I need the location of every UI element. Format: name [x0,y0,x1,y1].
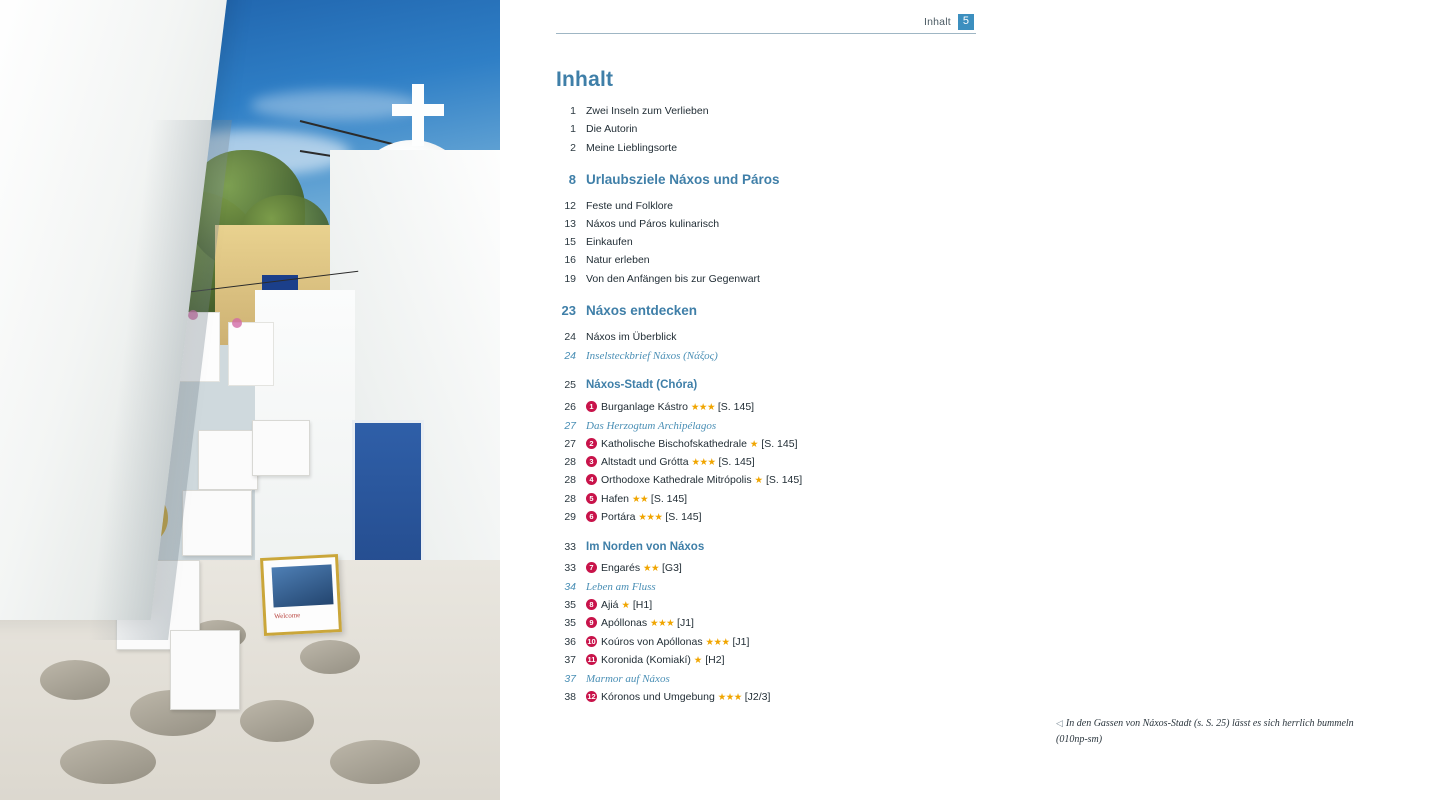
toc-entry-text [586,561,682,577]
toc-entry-text [586,437,797,453]
caption-arrow-icon: ◁ [1056,718,1063,728]
toc-entry-text: Von den Anfängen bis zur Gegenwart [586,272,760,285]
sign-picture [272,564,334,607]
toc-entry-text [586,473,802,489]
toc-section-heading[interactable] [556,170,976,190]
toc-entry[interactable] [556,690,976,706]
toc-page-number: 33 [564,561,576,574]
toc-feature-entry[interactable] [556,671,976,688]
paving-stone [330,740,420,784]
toc-page-number: 26 [564,400,576,413]
toc-page-number: 25 [564,379,576,392]
toc-entry[interactable] [556,653,976,669]
toc-poi-label: Ajiá [601,599,622,611]
toc-reference: [S. 145] [763,474,803,487]
toc-entry-text: Das Herzogtum Archipélagos [586,419,717,432]
toc-entry-text: Marmor auf Náxos [586,673,670,685]
toc-entry-text [586,653,725,669]
page-title: Inhalt [556,68,614,91]
sign-text: Welcome [273,611,301,621]
toc-entry[interactable] [556,122,976,138]
toc-entry[interactable] [556,492,976,508]
toc-reference: [G3] [659,561,682,574]
map-marker-icon: 1 [586,401,597,412]
toc-feature-entry[interactable] [556,579,976,596]
toc-entry-text [586,492,687,508]
toc-poi-label: Altstadt und Grótta [601,456,692,468]
toc-page-number: 33 [564,540,576,553]
toc-poi-label: Portára [601,510,639,523]
toc-entry[interactable] [556,104,976,120]
rating-stars-icon: ★★★ [691,457,716,468]
toc-page-number: 23 [561,303,576,319]
toc-entry-text: Náxos entdecken [586,303,698,319]
toc-entry-text: Urlaubsziele Náxos und Páros [586,172,780,188]
toc-page-number: 12 [564,199,576,212]
toc-entry[interactable] [556,561,976,577]
map-marker-icon: 11 [587,654,596,664]
toc-entry[interactable] [556,253,976,269]
toc-entry[interactable] [556,272,976,288]
toc-page-number: 15 [564,236,576,248]
map-marker-icon: 10 [587,636,596,646]
rating-stars-icon: ★ [749,438,759,450]
rating-stars-icon: ★ [754,475,764,487]
map-marker-icon: 6 [586,511,597,522]
toc-entry[interactable] [556,473,976,489]
toc-poi-label: Burganlage Kástro [601,400,691,413]
toc-poi-label: Koúros von Apóllonas [601,635,706,648]
toc-entry-text: Leben am Fluss [586,581,656,593]
toc-page-number: 36 [564,635,576,648]
caption-code: (010np-sm) [1056,733,1103,745]
toc-reference: [S. 145] [758,437,798,450]
cafe-chair [170,630,240,710]
paving-stone [240,700,314,742]
toc-entry-text: Im Norden von Náxos [586,540,705,553]
cafe-table [182,490,252,556]
paving-stone [40,660,110,700]
cafe-chair [252,420,310,476]
toc-page-number: 13 [564,217,576,230]
toc-reference: [H1] [629,599,653,611]
toc-entry[interactable] [556,598,976,614]
toc-entry[interactable] [556,217,976,233]
rating-stars-icon: ★ [693,654,703,666]
header-rule [556,33,976,34]
toc-reference: [S. 145] [662,510,702,523]
toc-page-number: 2 [570,141,576,154]
cross-icon [392,104,444,116]
toc-page-number: 19 [564,272,576,285]
toc-entry-text: Die Autorin [586,123,638,136]
toc-poi-label: Katholische Bischofskathedrale [601,437,750,450]
map-marker-icon: 7 [586,562,597,573]
table-of-contents [556,104,976,708]
toc-subsection-heading[interactable] [556,377,976,394]
toc-subsection-heading[interactable] [556,539,976,556]
caption-text: In den Gassen von Náxos-Stadt (s. S. 25) lässt es sich herrlich bummeln [1065,718,1354,729]
map-marker-icon: 2 [586,438,597,449]
toc-entry[interactable] [556,235,976,251]
toc-entry-text [586,455,755,471]
rating-stars-icon: ★★★ [690,401,715,413]
toc-entry-text [586,510,702,526]
toc-poi-label: Hafen [601,492,632,505]
toc-poi-label: Koronida (Komiakí) [601,653,694,666]
toc-page-number: 35 [564,599,576,611]
photo-left-page [0,0,500,800]
toc-poi-label: Kóronos und Umgebung [601,691,718,703]
toc-entry[interactable] [556,437,976,453]
hanging-cloth [228,322,274,386]
rating-stars-icon: ★ [621,600,630,611]
toc-entry[interactable] [556,635,976,651]
toc-feature-entry[interactable] [556,348,976,365]
toc-reference: [S. 145] [647,492,688,505]
toc-entry-text: Inselsteckbrief Náxos (Νάξος) [586,349,718,362]
toc-entry[interactable] [556,616,976,632]
toc-reference: [J2/3] [741,691,771,703]
toc-entry-text [586,690,770,706]
toc-feature-entry[interactable] [556,418,976,435]
toc-reference: [J1] [674,617,694,630]
flower [232,318,242,328]
toc-page-number: 28 [564,492,576,505]
toc-page-number: 28 [564,474,576,487]
toc-entry-text [586,635,749,651]
toc-reference: [H2] [702,653,725,666]
toc-entry-text: Zwei Inseln zum Verlieben [586,105,709,117]
toc-page-number: 27 [564,419,576,432]
toc-page-number: 24 [564,349,576,362]
toc-page-number: 35 [564,617,576,630]
welcome-signboard [260,554,342,636]
toc-entry-text: Náxos und Páros kulinarisch [586,217,720,230]
toc-entry-text [586,616,694,632]
toc-poi-label: Engarés [601,561,644,574]
toc-entry-text: Natur erleben [586,254,650,267]
toc-entry[interactable] [556,510,976,526]
toc-entry-text: Meine Lieblingsorte [586,141,678,154]
map-marker-icon: 8 [586,599,597,610]
map-marker-icon: 9 [586,617,597,628]
toc-page-number: 28 [564,456,576,468]
toc-page-number: 27 [564,437,576,450]
toc-page-number: 29 [564,510,576,523]
toc-reference: [J1] [729,635,750,648]
toc-page-number: 1 [570,105,576,117]
toc-poi-label: Apóllonas [601,617,651,630]
photo-caption [1056,716,1456,747]
toc-entry[interactable] [556,199,976,215]
toc-page-number: 37 [564,653,576,666]
toc-entry[interactable] [556,400,976,416]
toc-page [500,0,1354,800]
toc-page-number: 8 [568,172,576,188]
running-head-label: Inhalt [923,15,951,28]
rating-stars-icon: ★★★ [650,618,675,630]
toc-poi-label: Orthodoxe Kathedrale Mitrópolis [601,474,755,487]
rating-stars-icon: ★★★ [717,692,742,703]
paving-stone [60,740,156,784]
toc-entry-text [586,400,754,416]
rating-stars-icon: ★★ [643,562,660,574]
map-marker-icon: 5 [586,493,597,504]
toc-page-number: 37 [564,673,576,685]
page-number-badge: 5 [958,14,974,30]
map-marker-icon: 4 [586,474,597,485]
toc-entry-text [586,598,652,614]
cafe-chair [198,430,258,490]
rating-stars-icon: ★★★ [705,636,730,648]
toc-page-number: 38 [564,691,576,703]
rating-stars-icon: ★★★ [638,511,663,523]
toc-entry[interactable] [556,141,976,157]
toc-reference: [S. 145] [714,400,755,413]
toc-page-number: 16 [564,254,576,267]
toc-entry-text: Feste und Folklore [586,199,673,212]
paving-stone [300,640,360,674]
toc-reference: [S. 145] [715,456,755,468]
toc-entry[interactable] [556,330,976,346]
running-head [924,14,974,30]
toc-page-number: 24 [564,330,576,343]
toc-page-number: 34 [564,581,576,593]
toc-entry-text: Náxos im Überblick [586,330,677,343]
toc-entry-text: Náxos-Stadt (Chóra) [586,379,698,392]
toc-section-heading[interactable] [556,301,976,321]
toc-page-number: 1 [570,123,576,136]
toc-entry-text: Einkaufen [586,236,633,248]
map-marker-icon: 3 [586,456,597,467]
toc-entry[interactable] [556,455,976,471]
map-marker-icon: 12 [587,692,596,701]
rating-stars-icon: ★★ [631,493,648,505]
